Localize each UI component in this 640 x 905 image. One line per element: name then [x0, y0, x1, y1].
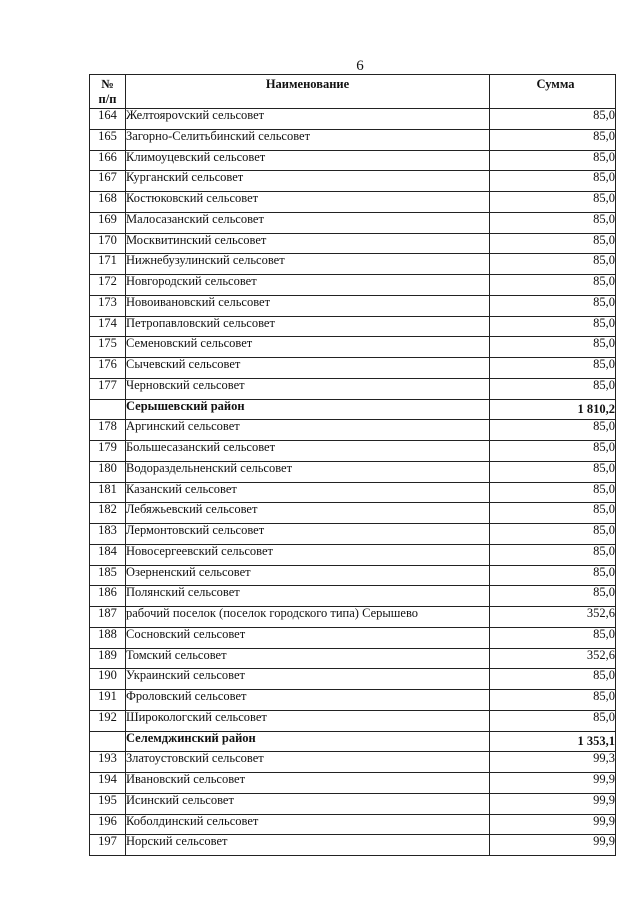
row-number: 170: [90, 233, 126, 254]
table-row: [90, 586, 616, 607]
row-number: 191: [90, 690, 126, 711]
row-number: 180: [90, 461, 126, 482]
row-sum: 99,9: [490, 814, 616, 835]
row-name: Сычевский сельсовет: [126, 358, 490, 379]
table-row: [90, 441, 616, 462]
table-row: [90, 752, 616, 773]
row-number: 195: [90, 793, 126, 814]
table-row: [90, 669, 616, 690]
row-sum: 85,0: [490, 275, 616, 296]
row-name: Сосновский сельсовет: [126, 627, 490, 648]
row-sum: 85,0: [490, 690, 616, 711]
row-number: 164: [90, 109, 126, 130]
row-number: 188: [90, 627, 126, 648]
header-sum: Сумма: [490, 75, 616, 109]
row-sum: 85,0: [490, 358, 616, 379]
row-name: Водораздельненский сельсовет: [126, 461, 490, 482]
row-number: 172: [90, 275, 126, 296]
table-row: [90, 835, 616, 856]
row-name: Томский сельсовет: [126, 648, 490, 669]
row-name: рабочий поселок (поселок городского типа) Серышево: [126, 607, 490, 628]
row-number: 167: [90, 171, 126, 192]
row-number: 182: [90, 503, 126, 524]
row-name: Украинский сельсовет: [126, 669, 490, 690]
table-row: [90, 482, 616, 503]
table-row: [90, 565, 616, 586]
row-name: Большесазанский сельсовет: [126, 441, 490, 462]
table-row: [90, 378, 616, 399]
row-name: Петропавловский сельсовет: [126, 316, 490, 337]
row-sum: 85,0: [490, 524, 616, 545]
row-number: 184: [90, 544, 126, 565]
row-sum: 85,0: [490, 420, 616, 441]
table-row: [90, 420, 616, 441]
table-row: [90, 337, 616, 358]
row-name: Новгородский сельсовет: [126, 275, 490, 296]
table-row: [90, 254, 616, 275]
row-number: 179: [90, 441, 126, 462]
row-sum: 85,0: [490, 129, 616, 150]
table-row: [90, 690, 616, 711]
table-row: [90, 793, 616, 814]
row-sum: 85,0: [490, 378, 616, 399]
table-row: [90, 212, 616, 233]
row-sum: 85,0: [490, 544, 616, 565]
table-body: [90, 109, 616, 856]
table-header: [90, 75, 616, 109]
row-name: Селемджинский район: [126, 731, 490, 752]
row-sum: 85,0: [490, 503, 616, 524]
page-number: 6: [356, 58, 364, 74]
table-row: [90, 358, 616, 379]
row-sum: 85,0: [490, 233, 616, 254]
table-row: [90, 607, 616, 628]
row-number: 173: [90, 295, 126, 316]
row-number: 171: [90, 254, 126, 275]
row-number: [90, 731, 126, 752]
row-sum: 85,0: [490, 171, 616, 192]
header-number-label: № п/п: [98, 77, 117, 106]
row-sum: 1 353,1: [490, 731, 616, 752]
row-number: 197: [90, 835, 126, 856]
row-number: 168: [90, 192, 126, 213]
row-name: Черновский сельсовет: [126, 378, 490, 399]
table-row: [90, 233, 616, 254]
table-row: [90, 710, 616, 731]
header-name: Наименование: [126, 75, 490, 109]
table-row: [90, 109, 616, 130]
table-row: [90, 524, 616, 545]
row-name: Новоивановский сельсовет: [126, 295, 490, 316]
table-row: [90, 275, 616, 296]
row-name: Новосергеевский сельсовет: [126, 544, 490, 565]
row-name: Костюковский сельсовет: [126, 192, 490, 213]
row-name: Фроловский сельсовет: [126, 690, 490, 711]
table-row: [90, 316, 616, 337]
row-name: Нижнебузулинский сельсовет: [126, 254, 490, 275]
row-number: 169: [90, 212, 126, 233]
row-sum: 99,3: [490, 752, 616, 773]
row-number: 196: [90, 814, 126, 835]
row-number: 194: [90, 773, 126, 794]
table-row: [90, 192, 616, 213]
row-number: 177: [90, 378, 126, 399]
row-name: Курганский сельсовет: [126, 171, 490, 192]
row-name: Исинский сельсовет: [126, 793, 490, 814]
row-number: 185: [90, 565, 126, 586]
district-row: [90, 399, 616, 420]
row-sum: 85,0: [490, 461, 616, 482]
row-sum: 99,9: [490, 793, 616, 814]
row-sum: 85,0: [490, 150, 616, 171]
row-number: 176: [90, 358, 126, 379]
row-number: 193: [90, 752, 126, 773]
table-row: [90, 814, 616, 835]
row-sum: 85,0: [490, 254, 616, 275]
table-row: [90, 461, 616, 482]
row-name: Казанский сельсовет: [126, 482, 490, 503]
row-number: 189: [90, 648, 126, 669]
table-row: [90, 544, 616, 565]
row-name: Серышевский район: [126, 399, 490, 420]
allocation-table: [89, 74, 616, 856]
row-name: Лебяжьевский сельсовет: [126, 503, 490, 524]
row-sum: 85,0: [490, 295, 616, 316]
row-sum: 85,0: [490, 565, 616, 586]
row-sum: 352,6: [490, 607, 616, 628]
row-number: 187: [90, 607, 126, 628]
row-name: Аргинский сельсовет: [126, 420, 490, 441]
row-number: 181: [90, 482, 126, 503]
row-sum: 99,9: [490, 835, 616, 856]
table-row: [90, 150, 616, 171]
row-number: 192: [90, 710, 126, 731]
row-sum: 85,0: [490, 482, 616, 503]
row-sum: 99,9: [490, 773, 616, 794]
row-sum: 85,0: [490, 441, 616, 462]
row-name: Коболдинский сельсовет: [126, 814, 490, 835]
row-sum: 85,0: [490, 627, 616, 648]
row-name: Полянский сельсовет: [126, 586, 490, 607]
row-name: Норский сельсовет: [126, 835, 490, 856]
row-sum: 1 810,2: [490, 399, 616, 420]
table-row: [90, 295, 616, 316]
row-sum: 85,0: [490, 710, 616, 731]
row-number: 186: [90, 586, 126, 607]
table-row: [90, 129, 616, 150]
row-number: 165: [90, 129, 126, 150]
row-name: Озерненский сельсовет: [126, 565, 490, 586]
row-number: 183: [90, 524, 126, 545]
row-number: 175: [90, 337, 126, 358]
row-number: [90, 399, 126, 420]
row-name: Златоустовский сельсовет: [126, 752, 490, 773]
row-number: 178: [90, 420, 126, 441]
row-name: Ивановский сельсовет: [126, 773, 490, 794]
row-name: Желтоярovский сельсовет: [126, 109, 490, 130]
table-row: [90, 503, 616, 524]
row-sum: 352,6: [490, 648, 616, 669]
row-sum: 85,0: [490, 669, 616, 690]
row-number: 166: [90, 150, 126, 171]
row-name: Климоуцевский сельсовет: [126, 150, 490, 171]
row-sum: 85,0: [490, 316, 616, 337]
row-name: Семеновский сельсовет: [126, 337, 490, 358]
row-number: 190: [90, 669, 126, 690]
table-row: [90, 648, 616, 669]
row-sum: 85,0: [490, 109, 616, 130]
row-sum: 85,0: [490, 192, 616, 213]
row-name: Москвитинский сельсовет: [126, 233, 490, 254]
row-sum: 85,0: [490, 586, 616, 607]
row-sum: 85,0: [490, 212, 616, 233]
table-row: [90, 627, 616, 648]
table-row: [90, 773, 616, 794]
row-name: Малосазанский сельсовет: [126, 212, 490, 233]
row-sum: 85,0: [490, 337, 616, 358]
district-row: [90, 731, 616, 752]
row-name: Широкологский сельсовет: [126, 710, 490, 731]
table-row: [90, 171, 616, 192]
row-number: 174: [90, 316, 126, 337]
row-name: Лермонтовский сельсовет: [126, 524, 490, 545]
header-number: [90, 75, 126, 109]
row-name: Загорно-Селитьбинский сельсовет: [126, 129, 490, 150]
